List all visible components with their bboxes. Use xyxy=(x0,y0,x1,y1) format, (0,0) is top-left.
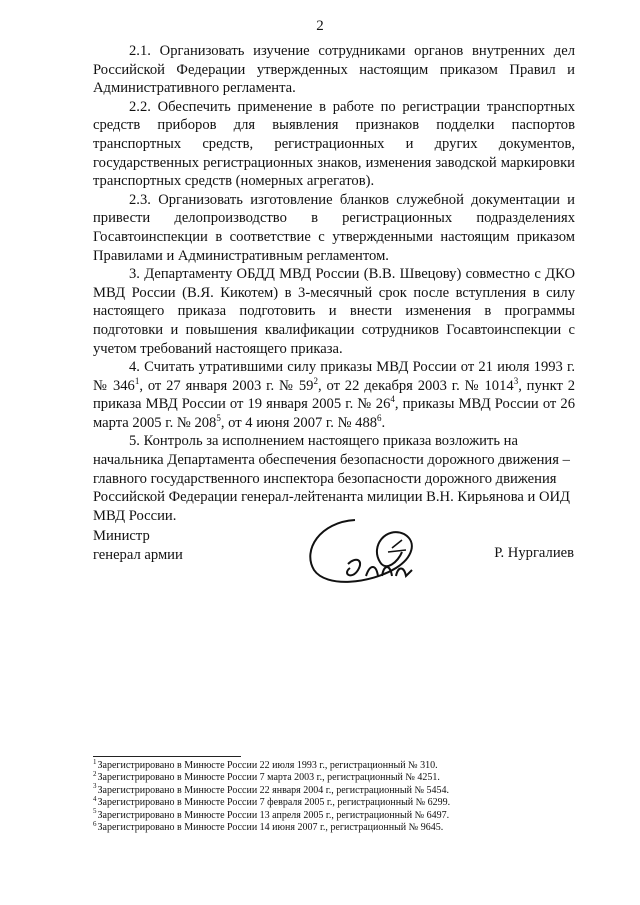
page-number: 2 xyxy=(316,18,324,34)
footnote-item xyxy=(93,819,450,834)
footnote-text: Зарегистрировано в Минюсте России 22 июля 1993 г., регистрационный № 310. xyxy=(97,760,438,771)
footnote-text: Зарегистрировано в Минюсте России 13 апреля 2005 г., регистрационный № 6497. xyxy=(97,809,450,821)
footnote-item xyxy=(93,757,450,772)
paragraph-text: , от 22 декабря 2003 г. № 1014 xyxy=(317,377,514,394)
paragraph-text: , пункт 2 приказа МВД России от 19 января 2005 г. № 26 xyxy=(93,377,576,413)
footnote-ref: 1 xyxy=(134,375,140,386)
footnotes xyxy=(93,757,451,834)
footnote-number: 6 xyxy=(93,819,97,828)
paragraph-3 xyxy=(93,265,575,358)
paragraph-text: , приказы МВД России от 26 марта 2005 г. № 208 xyxy=(93,396,575,431)
signatory-position: Министр xyxy=(93,528,150,544)
footnote-ref: 2 xyxy=(313,375,318,386)
footnote-number: 1 xyxy=(93,757,97,766)
paragraph-text: 3. Департаменту ОБДД МВД России (В.В. Швецову) совместно с ДКО МВД России (В.Я. Кикотем) в 3-месячный срок после вступления в силу настоящего приказа подготовить и внести изменения в программы подготовки и повышения квалификации сотрудников Госавтоинспекции с учетом требований настоящего приказа. xyxy=(93,266,575,357)
footnote-ref: 5 xyxy=(216,413,221,424)
signatory-rank: генерал армии xyxy=(93,546,183,563)
paragraph-2-2 xyxy=(93,98,575,191)
footnote-ref: 3 xyxy=(513,375,519,386)
footnote-text: Зарегистрировано в Минюсте России 7 марта 2003 г., регистрационный № 4251. xyxy=(97,772,440,784)
footnote-item xyxy=(93,782,450,797)
paragraph-text: . xyxy=(381,414,386,431)
order-body xyxy=(93,42,575,525)
paragraph-2-3 xyxy=(93,191,575,265)
footnote-text: Зарегистрировано в Минюсте России 7 февраля 2005 г., регистрационный № 6299. xyxy=(97,797,451,809)
signatory-title xyxy=(93,527,183,564)
footnote-ref: 6 xyxy=(377,413,382,424)
footnote-number: 4 xyxy=(93,794,97,803)
paragraph-text: , от 27 января 2003 г. № 59 xyxy=(139,377,314,394)
footnote-number: 2 xyxy=(93,770,97,779)
paragraph-text: 5. Контроль за исполнением настоящего приказа возложить на начальника Департамента обеспечения безопасности дорожного движения – главного государственного инспектора безопасности дорожного движения Российской Федерации генерал-лейтенанта милиции В.Н. Кирьянова и ОИД МВД России. xyxy=(93,433,571,524)
paragraph-text: , от 4 июня 2007 г. № 488 xyxy=(220,414,378,431)
paragraph-text: 4. Считать утратившими силу приказы МВД России от 21 июля 1993 г. № 346 xyxy=(93,359,575,394)
footnote-divider xyxy=(93,756,241,757)
footnote-ref: 4 xyxy=(390,394,395,405)
footnote-text: Зарегистрировано в Минюсте России 14 июня 2007 г., регистрационный № 9645. xyxy=(97,822,444,834)
footnote-number: 3 xyxy=(93,782,97,791)
paragraph-text: 2.2. Обеспечить применение в работе по регистрации транспортных средств приборов для выявления признаков подделки паспортов транспортных средств, регистрационных и других документов, государственных регистрационных знаков, изменения заводской маркировки транспортных средств (номерных агрегатов). xyxy=(93,98,575,190)
signatory-name: Р. Нургалиев xyxy=(494,545,574,561)
footnote-item xyxy=(93,772,450,784)
paragraph-text: 2.3. Организовать изготовление бланков служебной документации и привести делопроизводство в регистрационных подразделениях Госавтоинспекции в соответствие с утвержденными настоящим приказом Правилами и Административным регламентом. xyxy=(93,191,575,264)
footnote-item xyxy=(93,807,450,822)
handwritten-signature xyxy=(300,512,450,592)
footnote-number: 5 xyxy=(93,807,97,816)
footnote-item xyxy=(93,794,451,809)
paragraph-4 xyxy=(93,358,575,432)
footnote-text: Зарегистрировано в Минюсте России 22 января 2004 г., регистрационный № 5454. xyxy=(97,784,450,796)
paragraph-2-1 xyxy=(93,42,575,98)
paragraph-text: 2.1. Организовать изучение сотрудниками органов внутренних дел Российской Федерации утвержденных настоящим приказом Правил и Административного регламента. xyxy=(93,43,575,97)
